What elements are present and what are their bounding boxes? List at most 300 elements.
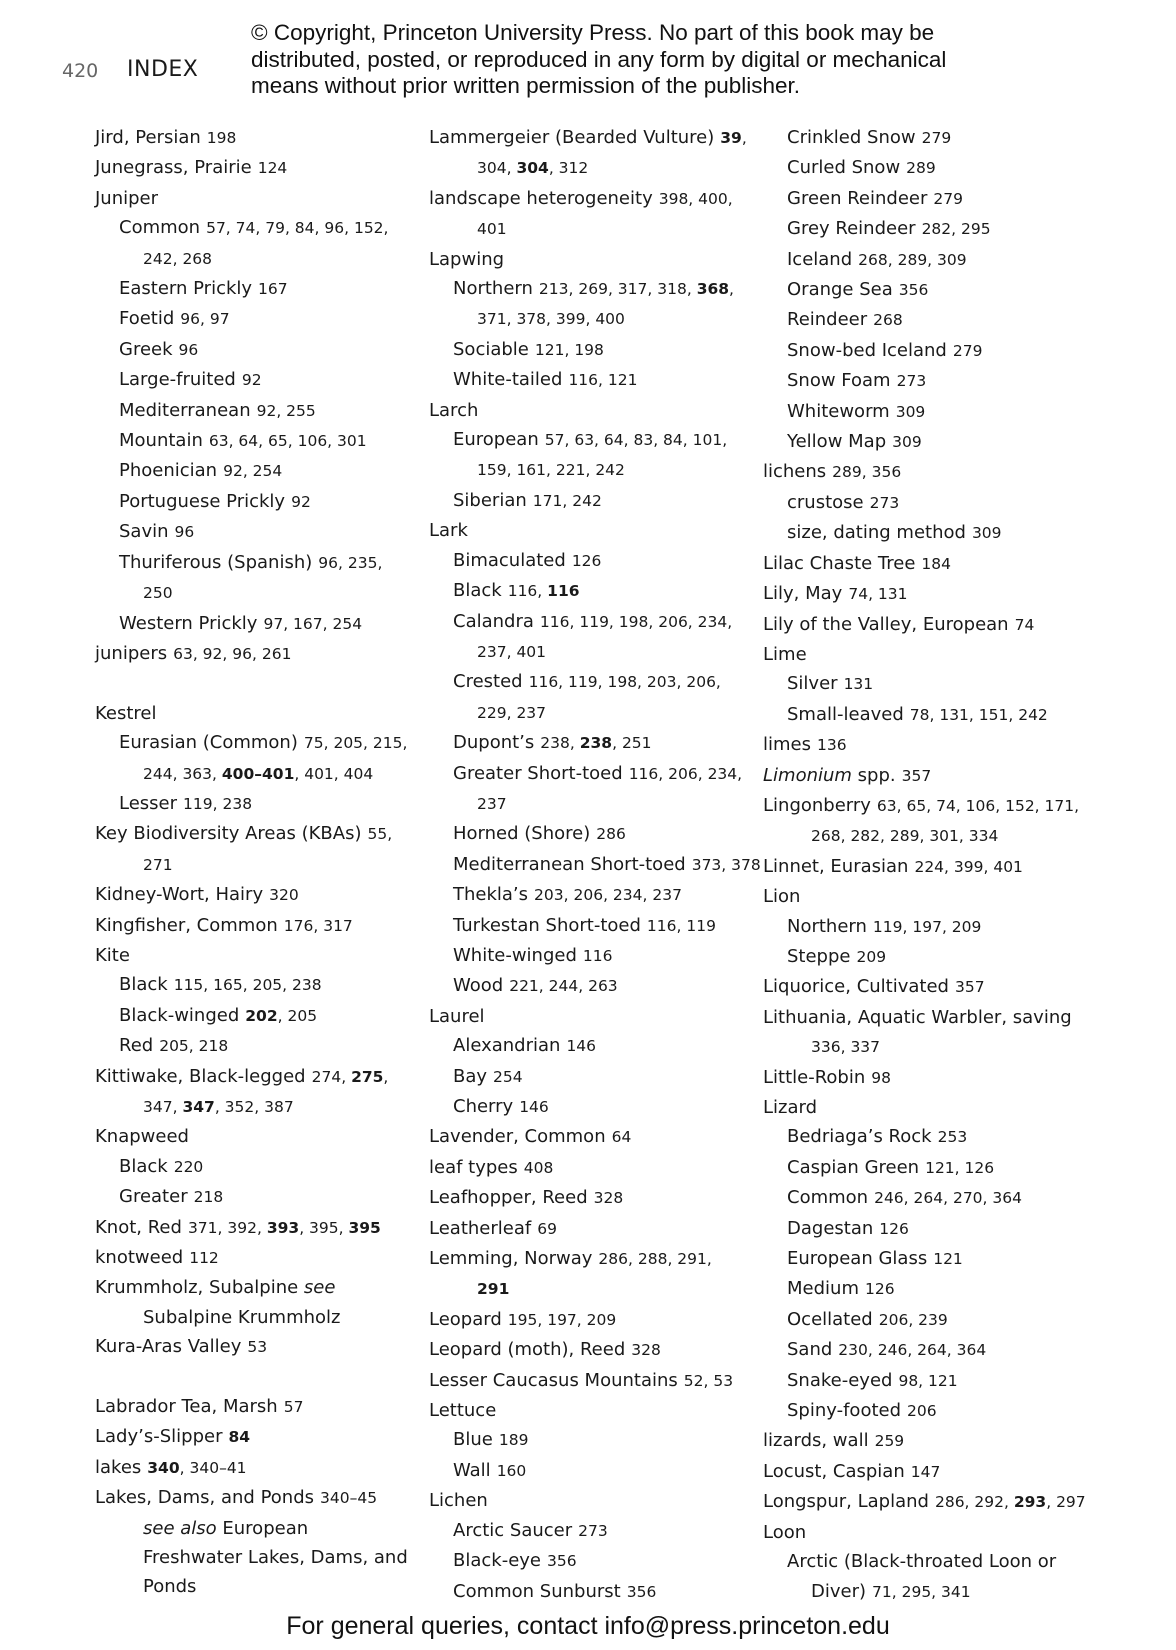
copyright-line: distributed, posted, or reproduced in any form by digital or mechanical xyxy=(251,46,947,72)
index-entry xyxy=(429,637,749,667)
entry-term: Wall xyxy=(453,1459,491,1481)
entry-pages: 328 xyxy=(593,1189,624,1208)
entry-pages: 121, 198 xyxy=(534,340,604,359)
index-entry xyxy=(763,518,1083,548)
entry-pages: 398, 400, xyxy=(658,189,733,208)
index-entry xyxy=(429,245,749,274)
index-entry xyxy=(763,1335,1083,1365)
entry-pages: 63, 64, 65, 106, 301 xyxy=(208,432,367,451)
entry-term: Lithuania, Aquatic Warbler, saving xyxy=(763,1006,1072,1028)
index-entry xyxy=(429,1546,749,1576)
index-entry xyxy=(763,1214,1083,1244)
index-entry xyxy=(763,275,1083,305)
index-entry xyxy=(763,579,1083,609)
entry-pages: 268, 282, 289, 301, 334 xyxy=(811,827,999,846)
index-entry xyxy=(429,214,749,244)
entry-term: Jird, Persian xyxy=(95,127,201,148)
entry-pages: 146 xyxy=(566,1037,597,1056)
index-entry xyxy=(95,1572,415,1601)
entry-pages: 119, 197, 209 xyxy=(872,917,982,936)
entry-pages: 230, 246, 264, 364 xyxy=(838,1341,987,1360)
entry-pages: 282, 295 xyxy=(921,220,991,239)
entry-term: Subalpine Krummholz xyxy=(143,1306,341,1328)
entry-pages: 75, 205, 215, xyxy=(303,734,408,753)
entry-term: Silver xyxy=(787,673,838,695)
index-entry xyxy=(429,789,749,819)
entry-term: Reindeer xyxy=(787,309,868,331)
entry-term: White-winged xyxy=(453,944,577,966)
entry-pages: 116, 119, 198, 203, 206, xyxy=(528,673,721,692)
index-entry xyxy=(429,546,749,576)
index-entry xyxy=(429,576,749,606)
entry-pages: 357 xyxy=(954,978,985,997)
entry-term: Freshwater Lakes, Dams, and xyxy=(143,1547,408,1569)
copyright-notice xyxy=(251,20,1011,100)
entry-pages: 401 xyxy=(477,220,507,239)
entry-page-bold: 238 xyxy=(579,734,613,753)
index-entry xyxy=(95,609,415,639)
index-entry xyxy=(763,123,1083,153)
entry-term: Lady’s-Slipper xyxy=(95,1426,223,1448)
index-entry xyxy=(763,882,1083,911)
index-entry xyxy=(429,1183,749,1213)
entry-term: Ponds xyxy=(143,1576,197,1598)
index-entry xyxy=(763,1457,1083,1487)
entry-term: Western Prickly xyxy=(119,612,258,634)
entry-term: Blue xyxy=(453,1429,493,1451)
entry-term: Arctic (Black-throated Loon or xyxy=(787,1551,1057,1573)
index-entry xyxy=(95,728,415,758)
index-entry xyxy=(763,457,1083,487)
index-entry xyxy=(763,305,1083,335)
entry-pages: 92, 255 xyxy=(256,401,316,420)
index-entry xyxy=(429,274,749,304)
entry-pages: 218 xyxy=(193,1188,224,1207)
index-entry xyxy=(763,366,1083,396)
entry-term: Black-eye xyxy=(453,1550,541,1572)
entry-pages: 126 xyxy=(864,1280,895,1299)
entry-term: Thekla’s xyxy=(453,884,529,906)
entry-pages: 52, 53 xyxy=(683,1371,734,1390)
index-entry xyxy=(95,911,415,941)
entry-term: Kittiwake, Black-legged xyxy=(95,1065,306,1087)
index-entry xyxy=(429,1244,749,1274)
entry-pages: 271 xyxy=(143,855,173,874)
entry-pages: 92 xyxy=(241,371,262,390)
entry-term: Lime xyxy=(763,643,807,665)
entry-term: Sand xyxy=(787,1339,833,1361)
entry-page-bold: 275 xyxy=(351,1067,384,1086)
entry-page-bold: 368 xyxy=(696,280,730,299)
entry-term: Large-fruited xyxy=(119,369,236,391)
index-entry xyxy=(95,850,415,880)
entry-page-bold: 395 xyxy=(348,1218,381,1237)
index-entry xyxy=(95,517,415,547)
index-entry xyxy=(763,153,1083,183)
entry-pages: 268, 289, 309 xyxy=(858,250,967,269)
index-entry xyxy=(95,487,415,517)
index-entry xyxy=(429,850,761,880)
entry-term: Liquorice, Cultivated xyxy=(763,976,949,998)
entry-term: Crinkled Snow xyxy=(787,127,916,148)
entry-pages: 220 xyxy=(173,1157,204,1176)
entry-pages xyxy=(229,1428,251,1446)
entry-cross-reference: see xyxy=(298,1277,336,1299)
index-entry xyxy=(95,123,415,153)
entry-pages: 63, 65, 74, 106, 152, 171, xyxy=(876,796,1080,815)
index-entry xyxy=(763,1093,1083,1122)
entry-pages: 244, 363, 400–401, 401, 404 xyxy=(143,764,374,783)
entry-term: Whiteworm xyxy=(787,400,890,422)
entry-pages: 320 xyxy=(269,886,299,905)
entry-term: Lettuce xyxy=(429,1400,497,1422)
entry-pages: 309 xyxy=(895,402,926,421)
entry-pages: 279 xyxy=(933,189,963,208)
index-entry xyxy=(95,1213,415,1243)
index-entry xyxy=(95,365,415,395)
entry-pages: 116, 119, 198, 206, 234, xyxy=(539,612,733,631)
entry-term: Lapwing xyxy=(429,248,505,270)
entry-pages: 64 xyxy=(611,1128,632,1147)
entry-pages: 221, 244, 263 xyxy=(509,977,618,996)
entry-pages: 340–45 xyxy=(320,1489,378,1508)
entry-term: Lichen xyxy=(429,1490,488,1512)
index-entry xyxy=(763,1274,1083,1304)
entry-pages: 116 xyxy=(582,946,613,965)
entry-pages: 98, 121 xyxy=(898,1371,958,1390)
index-entry xyxy=(429,153,749,183)
entry-pages: 147 xyxy=(910,1462,941,1481)
entry-pages: 340, 340–41 xyxy=(147,1458,247,1477)
entry-term: Horned (Shore) xyxy=(453,823,591,845)
entry-page-bold: 84 xyxy=(228,1428,251,1447)
index-entry xyxy=(95,941,415,970)
index-entry xyxy=(429,304,749,334)
running-head: INDEX xyxy=(127,57,199,82)
entry-pages: 268 xyxy=(873,311,903,330)
entry-pages: 273 xyxy=(578,1521,608,1540)
entry-pages: 371, 392, 393, 395, 395 xyxy=(187,1218,381,1237)
index-column-3 xyxy=(763,123,1086,1607)
entry-term: Orange Sea xyxy=(787,279,893,301)
index-entry xyxy=(95,578,415,608)
entry-pages: 119, 238 xyxy=(183,794,253,813)
entry-term: Bimaculated xyxy=(453,549,566,571)
index-entry xyxy=(95,639,415,669)
entry-term: Larch xyxy=(429,399,479,421)
entry-page-bold: 39 xyxy=(720,129,742,147)
entry-pages: 116, 121 xyxy=(568,371,638,390)
index-entry xyxy=(429,425,749,455)
entry-pages: 253 xyxy=(937,1128,968,1147)
entry-page-bold: 202 xyxy=(245,1006,278,1025)
entry-term: Mountain xyxy=(119,430,203,452)
entry-pages xyxy=(477,1280,509,1298)
index-entry xyxy=(95,1514,415,1543)
entry-term: Lammergeier (Bearded Vulture) xyxy=(429,127,715,148)
entry-pages: 184 xyxy=(921,554,952,573)
index-entry xyxy=(429,1062,749,1092)
entry-term: Juniper xyxy=(95,187,159,209)
entry-term: European xyxy=(453,429,539,451)
entry-pages: 286, 288, 291, xyxy=(598,1250,712,1269)
index-entry xyxy=(95,1031,415,1061)
index-entry xyxy=(429,1335,749,1365)
entry-term: Savin xyxy=(119,521,169,543)
entry-pages: 98 xyxy=(871,1068,891,1087)
entry-term: Leopard (moth), Reed xyxy=(429,1339,626,1361)
entry-term: limes xyxy=(763,734,811,756)
entry-pages: 57 xyxy=(283,1398,304,1417)
entry-term: Labrador Tea, Marsh xyxy=(95,1396,278,1418)
entry-term: Black xyxy=(119,974,168,996)
entry-term: Cherry xyxy=(453,1096,514,1117)
entry-pages: 347, 347, 352, 387 xyxy=(143,1097,294,1116)
entry-pages: 202, 205 xyxy=(245,1006,318,1025)
entry-term: Green Reindeer xyxy=(787,187,928,209)
index-entry xyxy=(429,728,749,758)
entry-pages: 96, 235, xyxy=(318,553,383,572)
entry-term: Common xyxy=(787,1187,869,1209)
entry-pages: 289, 356 xyxy=(832,463,902,482)
index-entry xyxy=(763,1366,1083,1396)
index-entry xyxy=(763,852,1083,882)
entry-term: Lakes, Dams, and Ponds xyxy=(95,1487,315,1509)
index-entry xyxy=(429,516,749,545)
index-entry xyxy=(763,397,1083,427)
entry-pages: 373, 378 xyxy=(691,855,761,874)
entry-page-bold: 340 xyxy=(147,1458,180,1477)
entry-pages: 126 xyxy=(879,1219,909,1238)
entry-term: size, dating method xyxy=(787,522,966,544)
entry-pages: 309 xyxy=(892,433,922,452)
entry-pages: 289 xyxy=(906,159,936,178)
index-entry xyxy=(429,971,749,1001)
index-entry xyxy=(95,759,415,789)
entry-term: Curled Snow xyxy=(787,157,901,179)
entry-term: Kura-Aras Valley xyxy=(95,1336,242,1358)
index-entry xyxy=(429,880,749,910)
entry-term: Knot, Red xyxy=(95,1216,182,1238)
entry-term: Dagestan xyxy=(787,1217,874,1239)
entry-pages: 96 xyxy=(178,340,199,359)
entry-pages: 63, 92, 96, 261 xyxy=(173,644,292,663)
entry-pages: 356 xyxy=(547,1552,577,1571)
index-entry xyxy=(763,700,1083,730)
index-entry xyxy=(429,1122,749,1152)
index-entry xyxy=(95,1483,415,1513)
index-entry xyxy=(95,1273,415,1302)
index-entry xyxy=(763,184,1083,214)
entry-page-bold: 293 xyxy=(1013,1493,1047,1512)
index-entry xyxy=(95,819,415,849)
entry-term: White-tailed xyxy=(453,369,563,391)
index-entry xyxy=(95,1303,415,1332)
entry-pages: 78, 131, 151, 242 xyxy=(909,705,1048,724)
entry-term: Knapweed xyxy=(95,1126,189,1148)
index-entry xyxy=(95,1363,415,1392)
index-entry xyxy=(95,1543,415,1572)
entry-term: Lark xyxy=(429,520,468,542)
entry-term: Kestrel xyxy=(95,702,157,724)
entry-pages: 131 xyxy=(843,675,874,694)
entry-term: Caspian Green xyxy=(787,1156,920,1178)
entry-pages: 356 xyxy=(898,281,929,300)
entry-pages: 97, 167, 254 xyxy=(263,614,363,633)
entry-pages: 371, 378, 399, 400 xyxy=(477,310,625,329)
entry-term: Greek xyxy=(119,338,173,360)
index-entry xyxy=(429,1577,749,1607)
index-entry xyxy=(95,456,415,486)
entry-pages: 229, 237 xyxy=(477,703,547,722)
entry-pages: 96, 97 xyxy=(180,310,230,329)
index-entry xyxy=(429,365,749,395)
entry-pages: 53 xyxy=(247,1338,268,1357)
index-entry xyxy=(429,1516,749,1546)
entry-term: spp. xyxy=(851,764,896,786)
entry-term: Lingonberry xyxy=(763,794,871,816)
index-entry xyxy=(429,1456,749,1486)
index-entry xyxy=(95,1453,415,1483)
index-entry xyxy=(95,304,415,334)
entry-pages: 189 xyxy=(498,1431,529,1450)
entry-term: crustose xyxy=(787,491,864,513)
entry-term: leaf types xyxy=(429,1156,518,1178)
entry-pages: 237 xyxy=(477,794,507,813)
index-entry xyxy=(763,821,1083,851)
index-entry xyxy=(429,819,749,849)
index-entry xyxy=(95,1422,415,1452)
index-entry xyxy=(95,213,415,243)
index-entry xyxy=(763,1122,1083,1152)
entry-pages: 69 xyxy=(537,1219,557,1238)
index-entry xyxy=(429,123,749,153)
index-entry xyxy=(95,1332,415,1362)
index-entry xyxy=(763,1577,1083,1607)
index-column-1 xyxy=(95,123,415,1602)
entry-italic: Limonium xyxy=(763,764,852,786)
entry-term: junipers xyxy=(95,642,168,664)
entry-pages: 171, 242 xyxy=(532,491,602,510)
entry-term: Eastern Prickly xyxy=(119,278,253,300)
index-entry xyxy=(95,1062,415,1092)
entry-term: Bedriaga’s Rock xyxy=(787,1126,932,1148)
entry-pages: 274, 275, xyxy=(311,1067,389,1086)
entry-pages: 116, 206, 234, xyxy=(628,764,743,783)
index-entry xyxy=(429,455,749,485)
entry-term: Loon xyxy=(763,1521,807,1543)
entry-term: Grey Reindeer xyxy=(787,218,916,240)
index-entry xyxy=(95,244,415,274)
entry-pages: 96 xyxy=(174,523,195,542)
entry-term: Northern xyxy=(787,915,867,937)
entry-term: Lily, May xyxy=(763,583,843,605)
entry-page-bold: 304 xyxy=(516,159,549,178)
entry-term: Ocellated xyxy=(787,1308,873,1330)
index-entry xyxy=(429,1305,749,1335)
index-entry xyxy=(763,669,1083,699)
index-entry xyxy=(763,730,1083,760)
index-entry xyxy=(763,1426,1083,1456)
index-entry xyxy=(95,335,415,365)
entry-pages: 203, 206, 234, 237 xyxy=(534,886,682,905)
index-entry xyxy=(95,1092,415,1122)
index-entry xyxy=(429,1153,749,1183)
entry-page-bold: 291 xyxy=(477,1280,510,1299)
entry-term: Spiny-footed xyxy=(787,1400,902,1422)
entry-pages: 408 xyxy=(523,1158,554,1177)
entry-term: Kingfisher, Common xyxy=(95,914,278,936)
entry-term: Mediterranean Short-toed xyxy=(453,853,686,875)
entry-pages: 224, 399, 401 xyxy=(914,857,1023,876)
entry-pages: 146 xyxy=(519,1098,549,1116)
entry-term: lizards, wall xyxy=(763,1430,869,1452)
entry-term: Common xyxy=(119,217,201,239)
index-entry xyxy=(763,488,1083,518)
index-entry xyxy=(429,1396,749,1425)
entry-term: Leafhopper, Reed xyxy=(429,1187,588,1209)
entry-term: Greater Short-toed xyxy=(453,762,623,784)
entry-term: Calandra xyxy=(453,610,534,632)
entry-term: Snow Foam xyxy=(787,370,891,392)
entry-term: Black xyxy=(453,580,502,602)
entry-term: Greater xyxy=(119,1186,188,1208)
index-entry xyxy=(95,426,415,456)
entry-term: Lilac Chaste Tree xyxy=(763,552,916,574)
index-entry xyxy=(95,1001,415,1031)
index-entry xyxy=(429,698,749,728)
entry-pages: 273 xyxy=(896,372,927,391)
index-entry xyxy=(95,396,415,426)
entry-term: lakes xyxy=(95,1456,142,1478)
index-entry xyxy=(95,548,415,578)
entry-pages: 112 xyxy=(189,1249,219,1268)
entry-term: Eurasian (Common) xyxy=(119,732,298,754)
entry-pages: 136 xyxy=(817,736,847,755)
entry-pages: 198 xyxy=(206,129,237,147)
entry-pages: 55, xyxy=(367,825,393,844)
entry-term: Lizard xyxy=(763,1097,818,1118)
copyright-line: means without prior written permission of the publisher. xyxy=(251,73,801,98)
index-entry xyxy=(429,335,749,365)
entry-term: Medium xyxy=(787,1278,859,1300)
entry-page-bold: 347 xyxy=(182,1097,215,1116)
entry-pages: 304, 304, 312 xyxy=(477,159,589,178)
entry-term: Locust, Caspian xyxy=(763,1460,905,1482)
index-entry xyxy=(763,1032,1083,1062)
entry-pages: 209 xyxy=(856,947,887,966)
entry-pages: 167 xyxy=(258,280,288,299)
entry-page-bold: 116 xyxy=(547,582,580,601)
entry-term: Lavender, Common xyxy=(429,1126,606,1148)
index-entry xyxy=(763,942,1083,972)
entry-pages: 195, 197, 209 xyxy=(507,1310,617,1329)
entry-term: Small-leaved xyxy=(787,703,904,725)
index-entry xyxy=(429,1274,749,1304)
entry-pages: 176, 317 xyxy=(283,916,353,935)
entry-term: Arctic Saucer xyxy=(453,1519,573,1541)
entry-pages: 205, 218 xyxy=(159,1037,229,1056)
index-entry xyxy=(429,1002,749,1031)
entry-pages: 238, 238, 251 xyxy=(540,734,652,753)
entry-pages: 254 xyxy=(493,1067,523,1086)
entry-term: Siberian xyxy=(453,489,527,511)
entry-pages: 74, 131 xyxy=(848,585,908,604)
entry-term: Bay xyxy=(453,1065,488,1087)
entry-term: Kite xyxy=(95,944,130,966)
entry-pages: 121, 126 xyxy=(925,1158,995,1177)
index-entry xyxy=(763,610,1083,640)
